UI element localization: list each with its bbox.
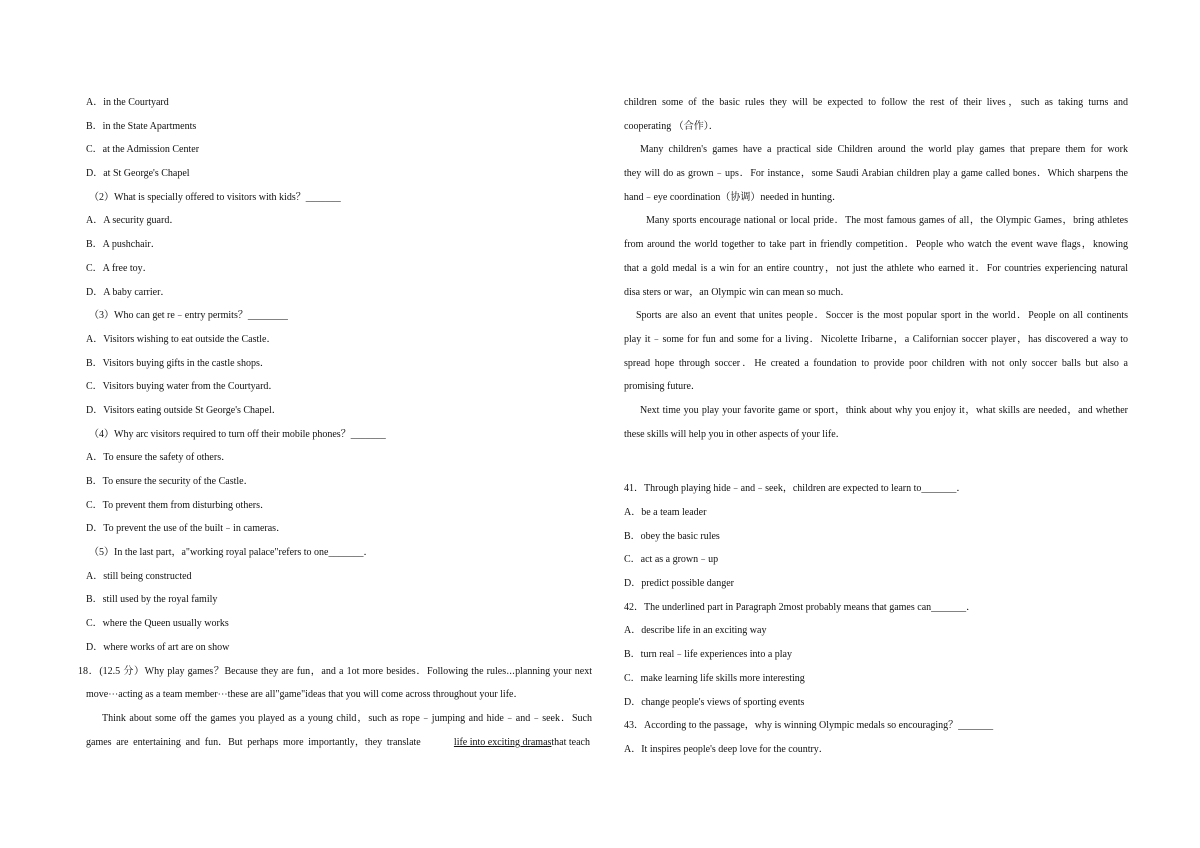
question-43: 43．According to the passage，why is winning Olympic medals so encouraging？_______ xyxy=(624,720,994,732)
q3-option-d: D．Visitors eating outside St George's Chapel． xyxy=(86,404,282,416)
q3-option-b: B．Visitors buying gifts in the castle shops． xyxy=(86,357,270,369)
right-column xyxy=(624,91,1128,762)
passage-line: cooperating （合作）． xyxy=(624,120,719,132)
q5-option-a: A．still being constructed xyxy=(86,570,192,582)
passage-line: Many sports encourage national or local pride．The most famous games of all，the Olympic Games，bring athletes xyxy=(646,215,1128,227)
passage-line: Many children's games have a practical side Children around the world play games that prepare them for work xyxy=(640,144,1128,156)
passage-18-line-2: move⋯acting as a team member⋯these are all"game"ideas that you will come across throughout your life． xyxy=(86,689,524,701)
question-4: （4）Why arc visitors required to turn off their mobile phones？_______ xyxy=(89,428,386,440)
q42-option-a: A．describe life in an exciting way xyxy=(624,625,767,637)
passage-line: disa sters or war，an Olympic win can mean so much． xyxy=(624,286,851,298)
q1-option-d: D．at St George's Chapel xyxy=(86,168,190,180)
q2-option-d: D．A baby carrier． xyxy=(86,286,171,298)
q42-option-d: D．change people's views of sporting events xyxy=(624,696,805,708)
passage-18-text: 18．(12.5 分）Why play games？Because they are fun，and a 1ot more besides．Following the rules⋯planning your next xyxy=(78,665,592,677)
q1-option-c: C．at the Admission Center xyxy=(86,144,200,156)
q2-option-c: C．A free toy． xyxy=(86,262,153,274)
passage-18-line-3 xyxy=(86,707,592,731)
q4-option-d: D．To prevent the use of the built﹣in cameras． xyxy=(86,523,287,535)
question-41: 41．Through playing hide﹣and﹣seek，children are expected to learn to_______． xyxy=(624,483,967,495)
passage-18-line-4 xyxy=(86,731,590,755)
q2-option-b: B．A pushchair． xyxy=(86,239,161,251)
passage-line: spread hope through soccer．He created a foundation to provide poor children with not only soccer balls but also a xyxy=(624,357,1128,369)
q3-option-a: A．Visitors wishing to eat outside the Castle． xyxy=(86,333,277,345)
passage-18-line-4-pre: games are entertaining and fun．But perhaps more importantly，they translate xyxy=(86,736,421,748)
passage-line: Next time you play your favorite game or sport，think about why you enjoy it，what skills are needed，and whether xyxy=(640,404,1128,416)
passage-18-line-1 xyxy=(78,660,592,684)
q5-option-b: B．still used by the royal family xyxy=(86,594,218,606)
passage-line: from around the world together to take part in friendly competition．People who watch the event wave flags，knowing xyxy=(624,239,1128,251)
q2-option-a: A．A security guard． xyxy=(86,215,180,227)
left-column xyxy=(78,91,592,754)
q42-option-b: B．turn real﹣life experiences into a play xyxy=(624,649,792,661)
q41-option-a: A．be a team leader xyxy=(624,507,707,518)
underlined-phrase: life into exciting dramas xyxy=(453,736,552,748)
passage-line: hand﹣eye coordination（协调）needed in hunting． xyxy=(624,191,843,203)
passage-line: Sports are also an event that unites people．Soccer is the most popular sport in the world．People on all continents xyxy=(636,310,1128,322)
passage-line: children some of the basic rules they will be expected to follow the rest of their lives，such as taking turns and xyxy=(624,97,1128,108)
passage-18-line-4-post: that teach xyxy=(551,736,590,748)
q1-option-a: A．in the Courtyard xyxy=(86,97,169,108)
q41-option-c: C．act as a grown﹣up xyxy=(624,554,719,566)
passage-line: promising future． xyxy=(624,381,701,393)
q1-option-b: B．in the State Apartments xyxy=(86,120,197,132)
q4-option-b: B．To ensure the security of the Castle． xyxy=(86,476,254,487)
passage-line: they will do as grown﹣ups．For instance，some Saudi Arabian children play a game called bones．Which sharpens the xyxy=(624,168,1128,180)
q43-option-a: A．It inspires people's deep love for the country． xyxy=(624,743,829,755)
spacer xyxy=(624,446,1128,477)
q41-option-b: B．obey the basic rules xyxy=(624,530,720,542)
question-5: （5）In the last part，a"working royal palace"refers to one_______． xyxy=(89,547,374,559)
q4-option-c: C．To prevent them from disturbing others． xyxy=(86,499,270,511)
q42-option-c: C．make learning life skills more interesting xyxy=(624,672,805,684)
q41-option-d: D．predict possible danger xyxy=(624,578,734,590)
passage-line: these skills will help you in other aspects of your life． xyxy=(624,428,846,440)
passage-line: play it﹣some for fun and some for a living．Nicolette Iribarne，a Californian soccer player，has discovered a way to xyxy=(624,333,1128,345)
q4-option-a: A．To ensure the safety of others． xyxy=(86,452,232,464)
question-42: 42．The underlined part in Paragraph 2most probably means that games can_______． xyxy=(624,601,977,613)
passage-18-line-3-text: Think about some off the games you played as a young child，such as rope﹣jumping and hide﹣and﹣seek．Such xyxy=(102,712,592,724)
q5-option-c: C．where the Queen usually works xyxy=(86,618,229,630)
passage-line: that a gold medal is a win for an entire country，not just the athlete who earned it．For countries experiencing natural xyxy=(624,262,1128,274)
q3-option-c: C．Visitors buying water from the Courtyard． xyxy=(86,381,279,393)
q5-option-d: D．where works of art are on show xyxy=(86,641,230,653)
passage-18-line-4-tail xyxy=(454,731,590,755)
question-3: （3）Who can get re﹣entry permits？________ xyxy=(89,310,288,322)
question-2: （2）What is specially offered to visitors with kids？_______ xyxy=(89,191,341,203)
